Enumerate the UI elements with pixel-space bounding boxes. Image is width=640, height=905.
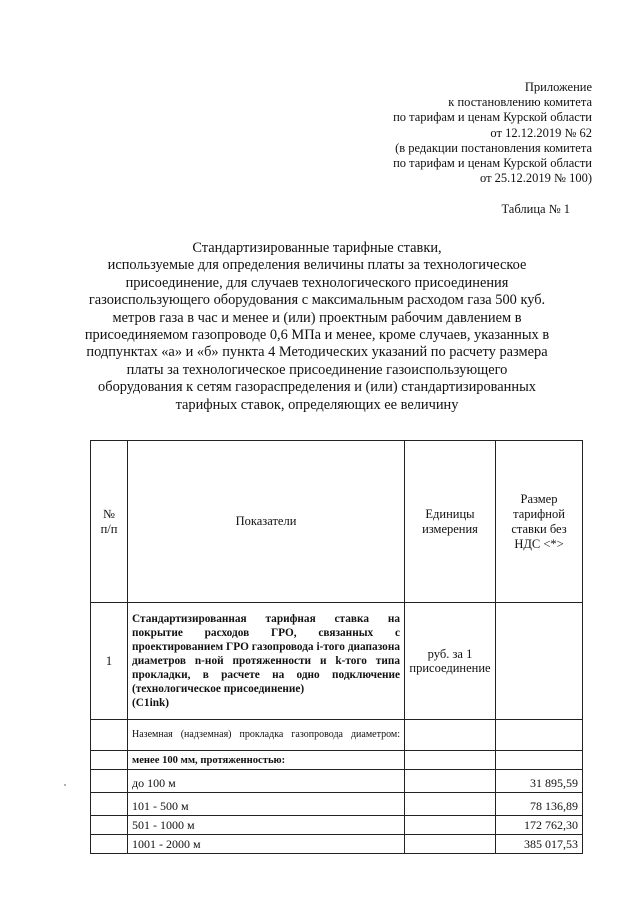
- rate-symbol: (C1ink): [132, 697, 170, 710]
- appendix-line: (в редакции постановления комитета: [395, 140, 592, 155]
- title-line: оборудования к сетям газораспределения и (или) стандартизированных: [98, 379, 536, 396]
- row-value: 385 017,53: [496, 835, 583, 854]
- appendix-line: к постановлению комитета: [448, 95, 592, 110]
- table-number: Таблица № 1: [501, 202, 570, 216]
- subheader-text: Наземная (надземная) прокладка газопровода диаметром:: [128, 720, 405, 751]
- description-text: Стандартизированная тарифная ставка на покрытие расходов ГРО, связанных с проектированием ГРО газопровода i-того диапазона диаметров n-ной протяженности и k-того типа прокладки, в расчете на одно подключение (технологическое присоединение): [132, 612, 400, 696]
- row-number: 1: [91, 603, 128, 720]
- appendix-header: [342, 80, 592, 186]
- table-row: [91, 793, 583, 816]
- table-row-subheader: [91, 720, 583, 751]
- title-line: платы за технологическое присоединение газоиспользующего: [126, 361, 508, 378]
- tariff-table: [90, 440, 583, 854]
- scan-mark: [64, 784, 66, 786]
- title-line: Стандартизированные тарифные ставки,: [192, 240, 442, 256]
- row-rate-empty: [496, 603, 583, 720]
- header-rate: Размер тарифной ставки без НДС <*>: [496, 441, 583, 603]
- table-row-main: [91, 603, 583, 720]
- title-line: присоединяемом газопроводе 0,6 МПа и менее, кроме случаев, указанных в: [84, 327, 550, 344]
- title-line: газоиспользующего оборудования с максимальным расходом газа 500 куб.: [88, 292, 546, 309]
- appendix-line: от 12.12.2019 № 62: [490, 125, 592, 140]
- row-label: 1001 - 2000 м: [128, 835, 405, 854]
- row-label: 101 - 500 м: [128, 793, 405, 816]
- title-line: подпунктах «а» и «б» пункта 4 Методических указаний по расчету размера: [86, 344, 548, 361]
- table-row: [91, 770, 583, 793]
- row-label: до 100 м: [128, 770, 405, 793]
- header-indicator: Показатели: [128, 441, 405, 603]
- group-text: менее 100 мм, протяженностью:: [128, 751, 405, 770]
- title-line: метров газа в час и менее и (или) проектным рабочим давлением в: [112, 309, 522, 326]
- table-row: [91, 835, 583, 854]
- appendix-line: по тарифам и ценам Курской области: [393, 156, 592, 171]
- header-units: Единицы измерения: [405, 441, 496, 603]
- row-value: 31 895,59: [496, 770, 583, 793]
- row-value: 172 762,30: [496, 816, 583, 835]
- appendix-line: Приложение: [524, 80, 592, 94]
- appendix-line: по тарифам и ценам Курской области: [393, 110, 592, 125]
- appendix-line: от 25.12.2019 № 100): [479, 171, 592, 186]
- row-label: 501 - 1000 м: [128, 816, 405, 835]
- row-value: 78 136,89: [496, 793, 583, 816]
- row-description: [128, 603, 405, 720]
- header-number: № п/п: [91, 441, 128, 603]
- table-header-row: [91, 441, 583, 603]
- title-line: присоединение, для случаев технологического присоединения: [125, 274, 509, 291]
- document-title: [80, 240, 554, 414]
- row-units: руб. за 1 присоединение: [405, 603, 496, 720]
- title-line: тарифных ставок, определяющих ее величину: [175, 396, 459, 413]
- table-row-group: [91, 751, 583, 770]
- table-row: [91, 816, 583, 835]
- title-line: используемые для определения величины платы за технологическое: [107, 257, 527, 274]
